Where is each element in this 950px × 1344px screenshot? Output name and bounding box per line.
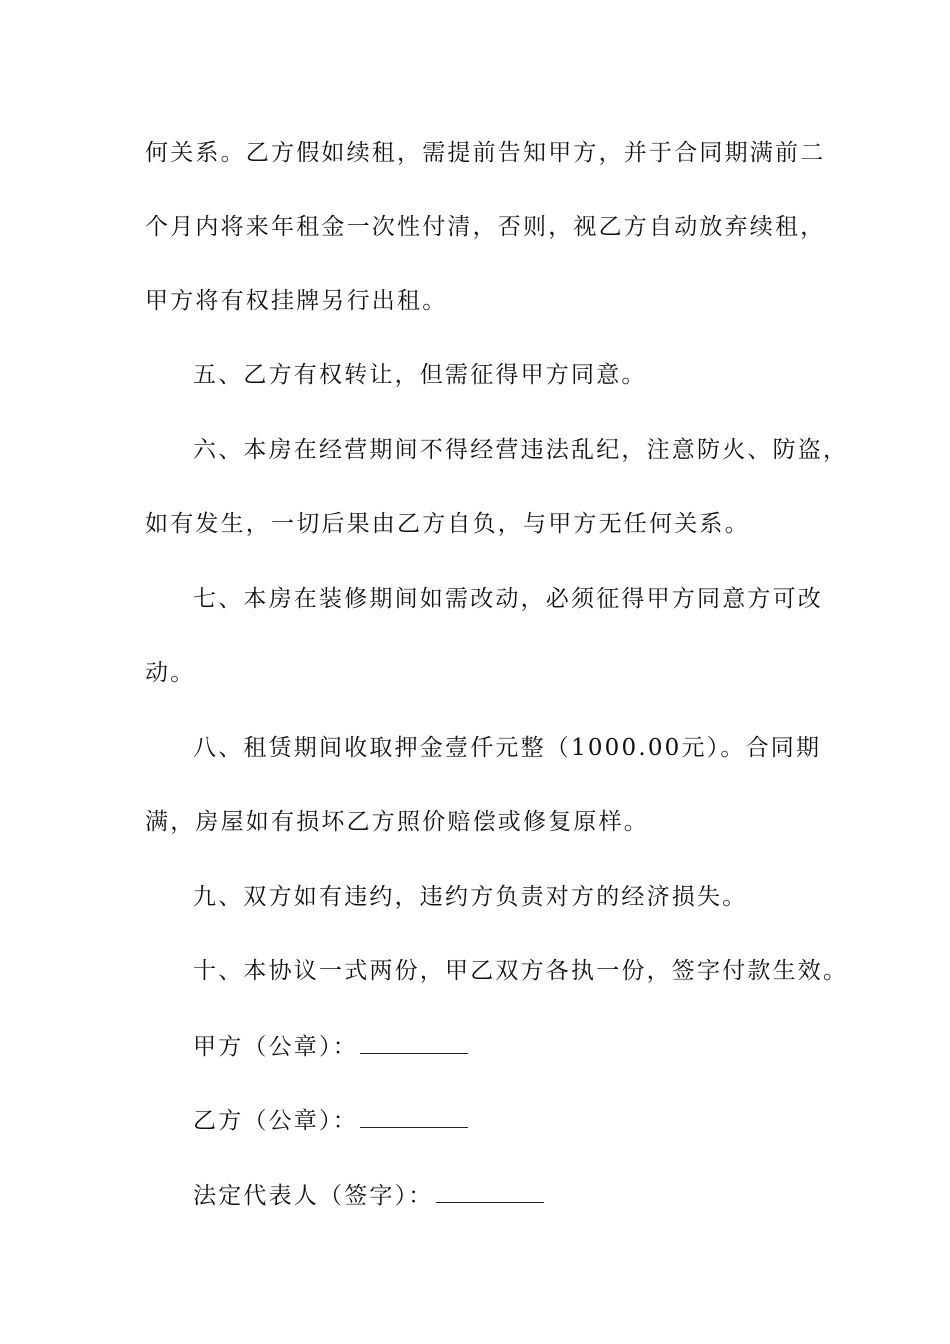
signature-label: 法定代表人（签字）：: [193, 1183, 434, 1209]
clause-ten: 十、本协议一式两份，甲乙双方各执一份，签字付款生效。: [193, 958, 849, 984]
signature-label: 乙方（公章）：: [193, 1108, 358, 1134]
signature-blank[interactable]: [436, 1180, 544, 1203]
paragraph-line: 何关系。乙方假如续租，需提前告知甲方，并于合同期满前二: [145, 140, 826, 166]
paragraph-line: 如有发生，一切后果由乙方自负，与甲方无任何关系。: [145, 511, 750, 537]
signature-legal-rep: [193, 1180, 544, 1211]
signature-blank[interactable]: [360, 1105, 468, 1128]
signature-blank[interactable]: [360, 1031, 468, 1054]
signature-label: 甲方（公章）：: [193, 1034, 358, 1060]
paragraph-line: 个月内将来年租金一次性付清，否则，视乙方自动放弃续租，: [145, 214, 826, 240]
signature-party-b: [193, 1105, 468, 1136]
clause-five: 五、乙方有权转让，但需征得甲方同意。: [193, 362, 647, 388]
clause-seven: 七、本房在装修期间如需改动，必须征得甲方同意方可改: [193, 586, 823, 612]
clause-six: 六、本房在经营期间不得经营违法乱纪，注意防火、防盗，: [193, 437, 849, 463]
clause-nine: 九、双方如有违约，违约方负责对方的经济损失。: [193, 884, 748, 910]
clause-eight: 八、租赁期间收取押金壹仟元整（1000.00元）。合同期: [193, 735, 822, 761]
paragraph-line: 甲方将有权挂牌另行出租。: [145, 288, 448, 314]
signature-party-a: [193, 1031, 468, 1062]
paragraph-line: 动。: [145, 660, 196, 686]
paragraph-line: 满，房屋如有损坏乙方照价赔偿或修复原样。: [145, 809, 649, 835]
